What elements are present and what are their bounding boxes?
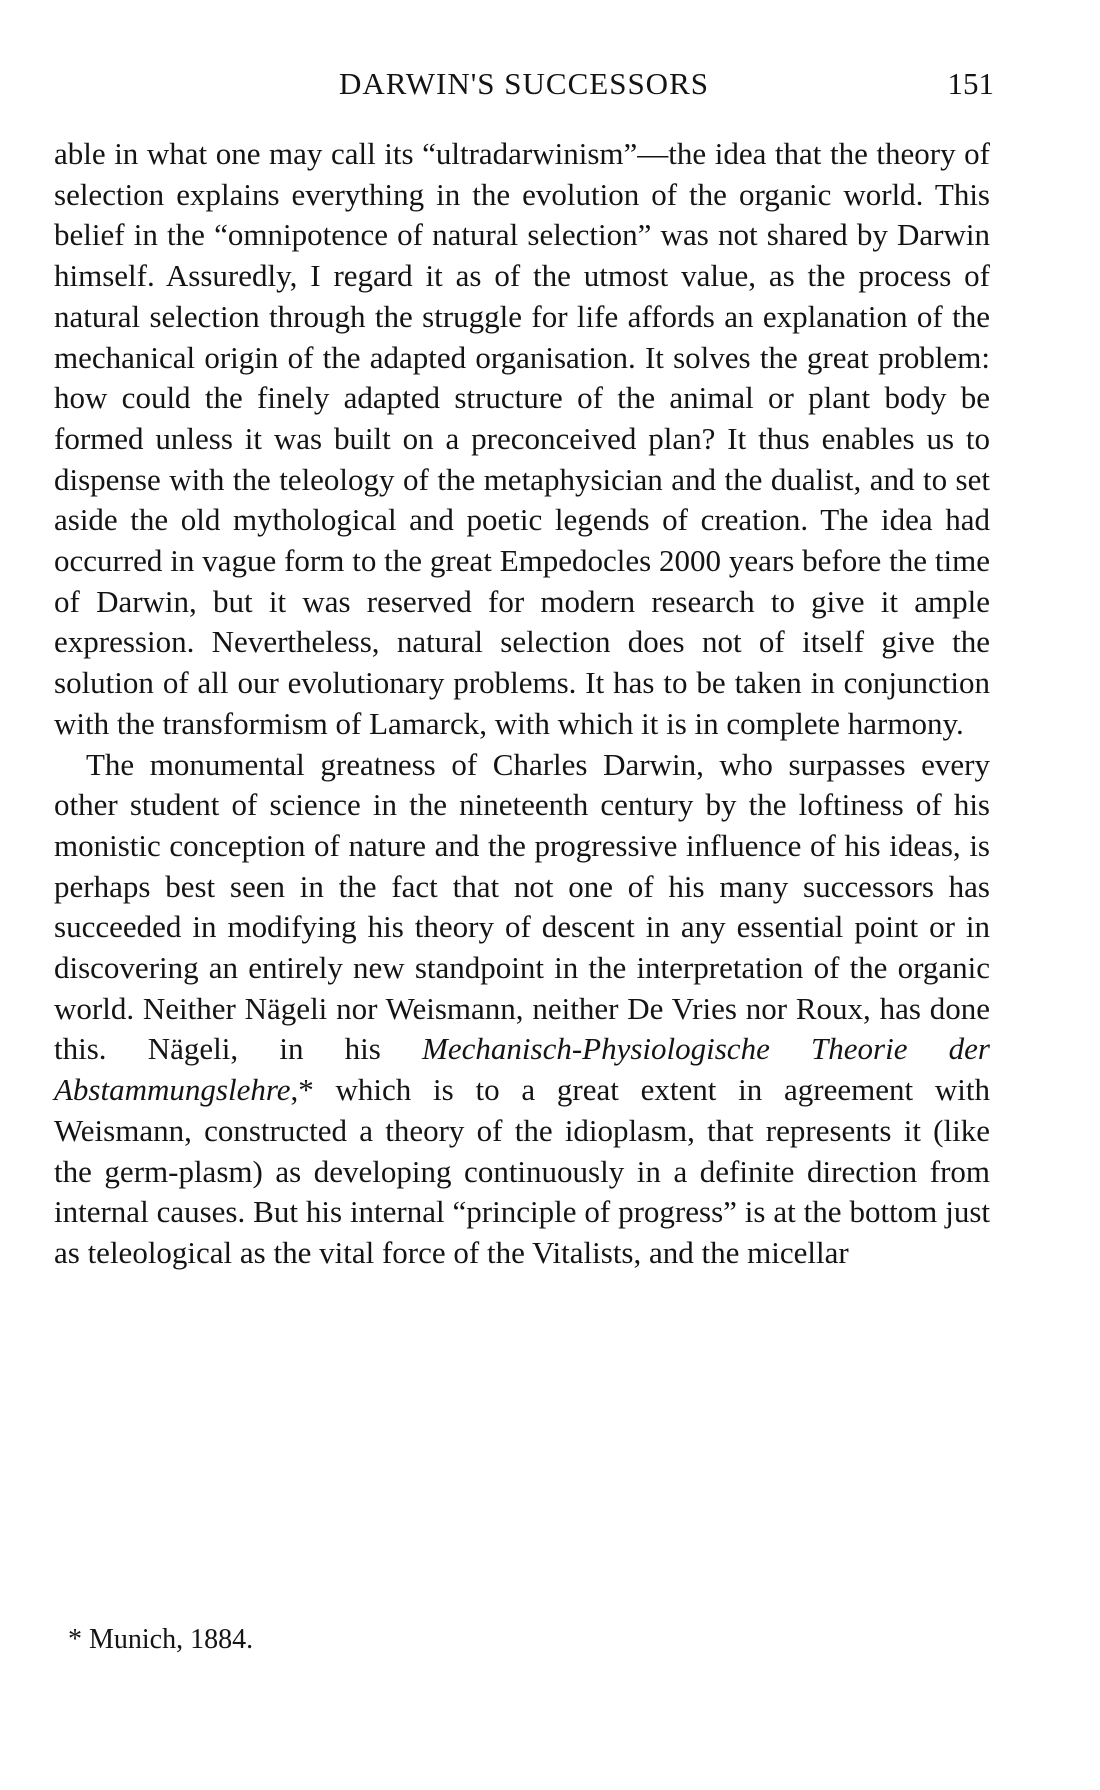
paragraph-text: The monumental greatness of Charles Darwin, who surpasses every other student of science in the nineteenth century by the loftiness of his monistic conception of nature and the progressive influence of his ideas, is perhaps best seen in the fact that not one of his many successors has succeeded in modifying his theory of descent in any essential point or in discovering an entirely new standpoint in the interpretation of the organic world. Neither Nägeli nor Weismann, neither De Vries nor Roux, has done this. Nägeli, in his [54, 746, 990, 1067]
page-number: 151 [947, 66, 994, 101]
book-title: Mechanisch-Physiologische Theorie der Abstammungslehre [54, 1031, 990, 1108]
paragraph [54, 745, 990, 1274]
footnote-reference: ,* [290, 1072, 314, 1108]
running-head: DARWIN'S SUCCESSORS [339, 66, 709, 101]
paragraph: able in what one may call its “ultradarwinism”—the idea that the theory of selection explains everything in the evolution of the organic world. This belief in the “omnipotence of natural selection” was not shared by Darwin himself. Assuredly, I regard it as of the utmost value, as the process of natural selection through the struggle for life affords an explanation of the mechanical origin of the adapted organisation. It solves the great problem: how could the finely adapted structure of the animal or plant body be formed unless it was built on a preconceived plan? It thus enables us to dispense with the teleology of the metaphysician and the dualist, and to set aside the old mythological and poetic legends of creation. The idea had occurred in vague form to the great Empedocles 2000 years before the time of Darwin, but it was reserved for modern research to give it ample expression. Nevertheless, natural selection does not of itself give the solution of all our evolutionary problems. It has to be taken in conjunction with the transformism of Lamarck, with which it is in complete harmony. [54, 136, 990, 741]
footnote: * Munich, 1884. [68, 1624, 254, 1655]
paragraph-text: which is to a great extent in agreement with Weismann, constructed a theory of the idioplasm, that represents it (like the germ-plasm) as developing continuously in a definite direction from internal causes. But his internal “principle of progress” is at the bottom just as teleological as the vital force of the Vitalists, and the micellar [54, 1072, 990, 1270]
page-header [54, 62, 994, 106]
body-text [54, 134, 990, 1274]
